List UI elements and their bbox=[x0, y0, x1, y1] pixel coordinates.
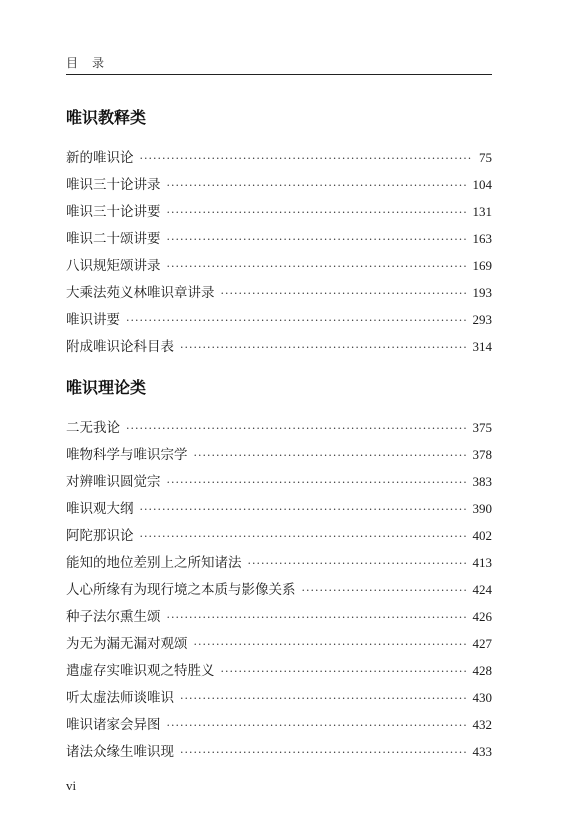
toc-entry[interactable] bbox=[66, 497, 492, 517]
leader-dots bbox=[167, 206, 467, 219]
toc-entry-title: 人心所缘有为现行境之本质与影像关系 bbox=[66, 582, 296, 598]
toc-entry-title: 八识规矩颂讲录 bbox=[66, 258, 161, 274]
toc-entry-page: 375 bbox=[472, 420, 492, 435]
toc-entry-page: 413 bbox=[472, 555, 492, 570]
toc-entry-page: 75 bbox=[479, 150, 492, 165]
toc-entry[interactable] bbox=[66, 551, 492, 571]
toc-entry[interactable] bbox=[66, 308, 492, 328]
leader-dots bbox=[140, 152, 474, 165]
leader-dots bbox=[167, 179, 467, 192]
toc-entry[interactable] bbox=[66, 335, 492, 355]
toc-entry-title: 大乘法苑义林唯识章讲录 bbox=[66, 285, 215, 301]
toc-entry[interactable] bbox=[66, 578, 492, 598]
leader-dots bbox=[140, 503, 467, 516]
toc-entry-page: 169 bbox=[472, 258, 492, 273]
section-title: 唯识教释类 bbox=[66, 108, 147, 127]
toc-entry[interactable] bbox=[66, 146, 492, 166]
toc-entry-title: 唯识三十论讲录 bbox=[66, 177, 161, 193]
toc-entry-title: 听太虚法师谈唯识 bbox=[66, 690, 174, 706]
leader-dots bbox=[194, 638, 467, 651]
toc-entry-title: 唯识讲要 bbox=[66, 312, 120, 328]
toc-entry-page: 433 bbox=[472, 744, 492, 759]
toc-entry[interactable] bbox=[66, 443, 492, 463]
leader-dots bbox=[167, 719, 467, 732]
toc-entry[interactable] bbox=[66, 659, 492, 679]
toc-entry-title: 为无为漏无漏对观颂 bbox=[66, 636, 188, 652]
toc-entry-page: 390 bbox=[472, 501, 492, 516]
leader-dots bbox=[167, 611, 467, 624]
toc-entry-page: 428 bbox=[472, 663, 492, 678]
toc-entry-page: 426 bbox=[472, 609, 492, 624]
toc-entry-title: 二无我论 bbox=[66, 420, 120, 436]
toc-entry-page: 314 bbox=[472, 339, 492, 354]
running-header bbox=[66, 52, 492, 75]
toc-entry-page: 402 bbox=[472, 528, 492, 543]
leader-dots bbox=[140, 530, 467, 543]
leader-dots bbox=[167, 476, 467, 489]
toc-entry-page: 163 bbox=[472, 231, 492, 246]
leader-dots bbox=[221, 665, 467, 678]
toc-entry-title: 新的唯识论 bbox=[66, 150, 134, 166]
toc-entry-title: 唯识三十论讲要 bbox=[66, 204, 161, 220]
leader-dots bbox=[221, 287, 467, 300]
toc-entry[interactable] bbox=[66, 470, 492, 490]
toc-entry-page: 378 bbox=[472, 447, 492, 462]
leader-dots bbox=[167, 260, 467, 273]
section-heading-2 bbox=[66, 375, 492, 398]
leader-dots bbox=[167, 233, 467, 246]
toc-entry-title: 唯识观大纲 bbox=[66, 501, 134, 517]
leader-dots bbox=[302, 584, 467, 597]
toc-entry-page: 427 bbox=[472, 636, 492, 651]
leader-dots bbox=[194, 449, 467, 462]
toc-entry-page: 293 bbox=[472, 312, 492, 327]
toc-entry-title: 阿陀那识论 bbox=[66, 528, 134, 544]
toc-entry[interactable] bbox=[66, 632, 492, 652]
toc-entry-title: 唯物科学与唯识宗学 bbox=[66, 447, 188, 463]
toc-entry-page: 432 bbox=[472, 717, 492, 732]
toc-entry-page: 131 bbox=[472, 204, 492, 219]
toc-entry-title: 对辨唯识圆觉宗 bbox=[66, 474, 161, 490]
toc-entry-title: 附成唯识论科目表 bbox=[66, 339, 174, 355]
toc-entry[interactable] bbox=[66, 173, 492, 193]
toc-entry-title: 唯识诸家会异图 bbox=[66, 717, 161, 733]
toc-entry[interactable] bbox=[66, 713, 492, 733]
leader-dots bbox=[180, 746, 467, 759]
toc-entry[interactable] bbox=[66, 227, 492, 247]
toc-entry-title: 种子法尔熏生颂 bbox=[66, 609, 161, 625]
toc-entry[interactable] bbox=[66, 200, 492, 220]
toc-entry-title: 唯识二十颂讲要 bbox=[66, 231, 161, 247]
toc-entry[interactable] bbox=[66, 281, 492, 301]
toc-entry-page: 104 bbox=[472, 177, 492, 192]
toc-entry[interactable] bbox=[66, 524, 492, 544]
toc-entry-page: 424 bbox=[472, 582, 492, 597]
leader-dots bbox=[180, 341, 467, 354]
header-label: 目录 bbox=[66, 56, 119, 70]
toc-entry-title: 遣虚存实唯识观之特胜义 bbox=[66, 663, 215, 679]
toc-entry-title: 能知的地位差别上之所知诸法 bbox=[66, 555, 242, 571]
toc-entry[interactable] bbox=[66, 740, 492, 760]
toc-entry[interactable] bbox=[66, 416, 492, 436]
toc-entry[interactable] bbox=[66, 686, 492, 706]
toc-entry[interactable] bbox=[66, 605, 492, 625]
page-number: vi bbox=[66, 778, 77, 793]
toc-entry-title: 诸法众缘生唯识现 bbox=[66, 744, 174, 760]
section-title: 唯识理论类 bbox=[66, 378, 147, 397]
leader-dots bbox=[180, 692, 467, 705]
toc-entry-page: 383 bbox=[472, 474, 492, 489]
toc-entry[interactable] bbox=[66, 254, 492, 274]
toc-entry-page: 430 bbox=[472, 690, 492, 705]
section-heading-1 bbox=[66, 105, 492, 128]
leader-dots bbox=[248, 557, 467, 570]
leader-dots bbox=[126, 314, 467, 327]
toc-entry-page: 193 bbox=[472, 285, 492, 300]
leader-dots bbox=[126, 422, 467, 435]
